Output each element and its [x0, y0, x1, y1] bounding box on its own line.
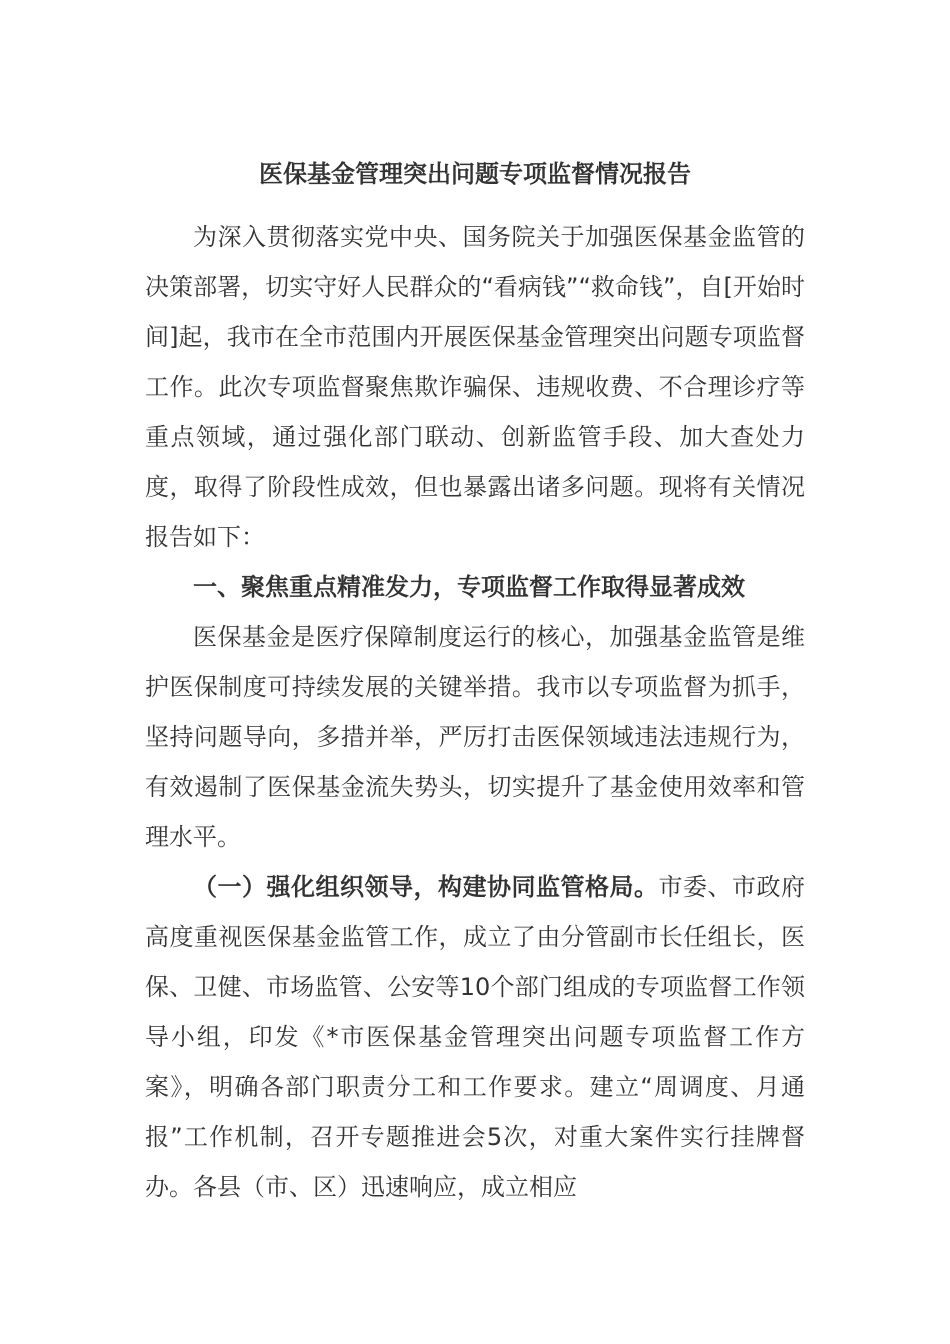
section-1-heading: 一、聚焦重点精准发力，专项监督工作取得显著成效: [193, 573, 745, 601]
document-title: 医保基金管理突出问题专项监督情况报告: [259, 160, 691, 188]
section-1-paragraph: 医保基金是医疗保障制度运行的核心，加强基金监管是维护医保制度可持续发展的关键举措。我市以专项监督为抓手，坚持问题导向，多措并举，严厉打击医保领域违法违规行为，有效遏制了医保基金流失势头，切实提升了基金使用效率和管理水平。: [145, 623, 805, 851]
subsection-1-lead: （一）强化组织领导，构建协同监管格局。: [193, 873, 659, 901]
intro-paragraph: 为深入贯彻落实党中央、国务院关于加强医保基金监管的决策部署，切实守好人民群众的“看病钱”“救命钱”，自[开始时间]起，我市在全市范围内开展医保基金管理突出问题专项监督工作。此次专项监督聚焦欺诈骗保、违规收费、不合理诊疗等重点领域，通过强化部门联动、创新监管手段、加大查处力度，取得了阶段性成效，但也暴露出诸多问题。现将有关情况报告如下：: [145, 223, 805, 551]
subsection-1-paragraph: [145, 862, 805, 1212]
subsection-1-text: 市委、市政府高度重视医保基金监管工作，成立了由分管副市长任组长，医保、卫健、市场监管、公安等10个部门组成的专项监督工作领导小组，印发《*市医保基金管理突出问题专项监督工作方案》，明确各部门职责分工和工作要求。建立“周调度、月通报”工作机制，召开专题推进会5次，对重大案件实行挂牌督办。各县（市、区）迅速响应，成立相应: [145, 873, 805, 1201]
document-body: [145, 212, 805, 1212]
